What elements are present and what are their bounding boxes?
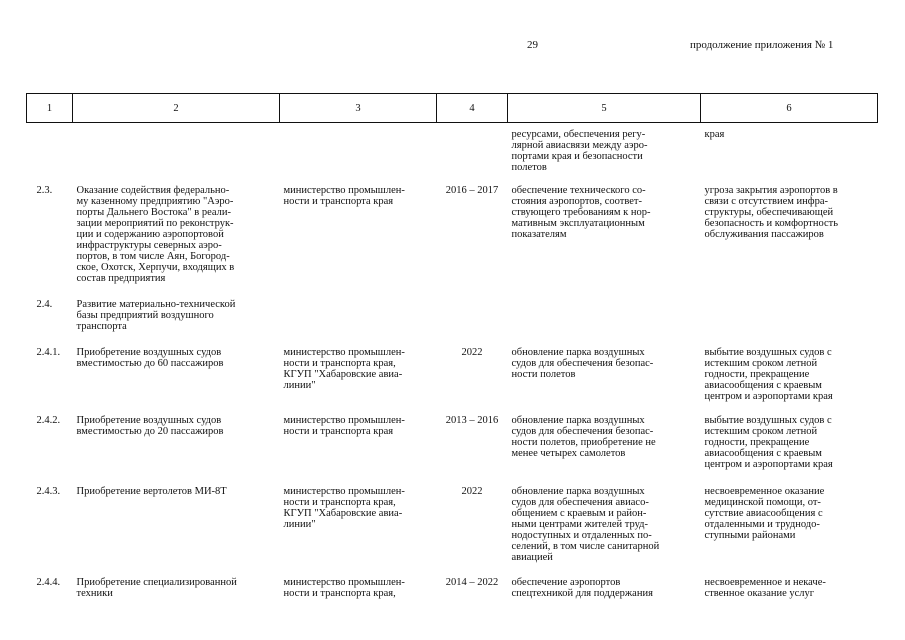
row-name: Приобретение специализированной техники <box>76 577 237 599</box>
row-result: обновление парка воздушных судов для обеспечения безопас- ности полетов, приобретение не менее четырех самолетов <box>511 415 656 459</box>
row-number <box>27 129 73 185</box>
row-years: 2013 – 2016 <box>445 415 499 426</box>
column-header-1: 1 <box>27 94 73 123</box>
row-years <box>437 129 508 185</box>
row-name: Приобретение вертолетов МИ-8Т <box>76 486 227 497</box>
row-result: обновление парка воздушных судов для обеспечения безопас- ности полетов <box>511 347 654 380</box>
row-number: 2.4. <box>36 299 53 310</box>
table-header-row <box>27 94 878 123</box>
row-number: 2.3. <box>36 185 53 196</box>
continuation-label: продолжение приложения № 1 <box>690 39 834 51</box>
row-executor: министерство промышлен- ности и транспорта края, КГУП "Хабаровские авиа- линии" <box>283 347 405 391</box>
row-years: 2022 <box>461 486 483 497</box>
row-years: 2022 <box>461 347 483 358</box>
row-number: 2.4.1. <box>36 347 61 358</box>
row-risk: угроза закрытия аэропортов в связи с отсутствием инфра- структуры, обеспечивающей безопасность и комфортность обслуживания пассажиров <box>704 185 838 240</box>
table-row <box>27 486 878 577</box>
row-years: 2014 – 2022 <box>445 577 499 588</box>
row-years: 2016 – 2017 <box>445 185 499 196</box>
row-name: Приобретение воздушных судов вместимостью до 20 пассажиров <box>76 415 224 437</box>
column-header-3: 3 <box>280 94 437 123</box>
column-header-2: 2 <box>73 94 280 123</box>
table-row <box>27 185 878 299</box>
column-header-4: 4 <box>437 94 508 123</box>
column-header-6: 6 <box>701 94 878 123</box>
row-name: Оказание содействия федерально- му казенному предприятию "Аэро- порты Дальнего Востока" в реали- зации мероприятий по реконструк- ции и содержанию аэропортовой инфраструктуры северных аэро- портов, в том числе Аян, Богород- ское, Охотск, Херпучи, входящих в состав предприятия <box>76 185 235 284</box>
row-executor: министерство промышлен- ности и транспорта края <box>283 185 405 207</box>
row-executor: министерство промышлен- ности и транспорта края, <box>283 577 405 599</box>
row-number: 2.4.2. <box>36 415 61 426</box>
row-risk: выбытие воздушных судов с истекшим сроком летной годности, прекращение авиасообщения с краевым центром и аэропортами края <box>704 347 833 402</box>
row-executor: министерство промышлен- ности и транспорта края <box>283 415 405 437</box>
row-number: 2.4.4. <box>36 577 61 588</box>
table-row <box>27 577 878 599</box>
table-row <box>27 347 878 415</box>
row-executor <box>280 299 437 347</box>
row-result: обеспечение аэропортов спецтехникой для поддержания <box>511 577 653 599</box>
row-result: обновление парка воздушных судов для обеспечения авиасо- общением с краевым и район- ными центрами жителей труд- нодоступных и отдаленных по- селений, в том числе санитарной авиацией <box>511 486 660 563</box>
row-result: ресурсами, обеспечения регу- лярной авиасвязи между аэро- портами края и безопасности полетов <box>511 129 648 173</box>
row-result: обеспечение технического со- стояния аэропортов, соответ- ствующего требованиям к нор- мативным эксплуатационным показателям <box>511 185 651 240</box>
row-executor: министерство промышлен- ности и транспорта края, КГУП "Хабаровские авиа- линии" <box>283 486 405 530</box>
table-row <box>27 129 878 185</box>
table-row <box>27 415 878 486</box>
row-risk: несвоевременное и некаче- ственное оказание услуг <box>704 577 826 599</box>
row-executor <box>280 129 437 185</box>
program-table <box>26 93 878 599</box>
row-result <box>508 299 701 347</box>
row-risk: несвоевременное оказание медицинской помощи, от- сутствие авиасообщения с отдаленными и труднодо- ступными районами <box>704 486 825 541</box>
row-risk: выбытие воздушных судов с истекшим сроком летной годности, прекращение авиасообщения с краевым центром и аэропортами края <box>704 415 833 470</box>
row-name: Развитие материально-технической базы предприятий воздушного транспорта <box>76 299 236 332</box>
row-risk: края <box>704 129 725 140</box>
row-years <box>437 299 508 347</box>
row-risk <box>701 299 878 347</box>
column-header-5: 5 <box>508 94 701 123</box>
row-name <box>73 129 280 185</box>
page-number: 29 <box>527 39 538 51</box>
row-name: Приобретение воздушных судов вместимостью до 60 пассажиров <box>76 347 224 369</box>
table-row <box>27 299 878 347</box>
row-number: 2.4.3. <box>36 486 61 497</box>
